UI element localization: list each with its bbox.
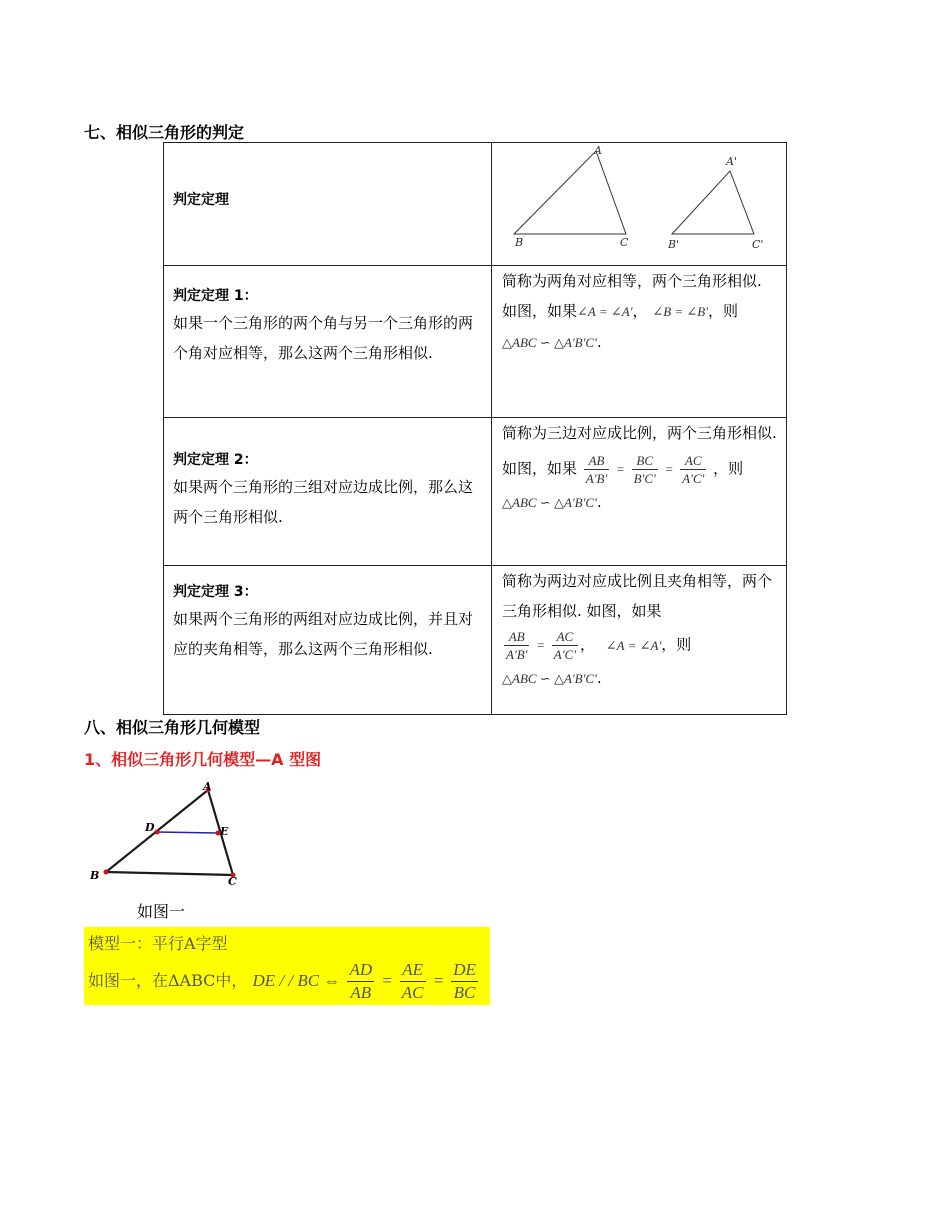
label-b: B — [90, 869, 100, 882]
fraction-ae-ac: $\frac{AE}{AC}$ — [401, 960, 424, 1002]
theorem-2-if: 如图，如果 — [502, 459, 578, 478]
theorem-1-sep: ， — [632, 302, 648, 320]
segment-de — [157, 832, 218, 833]
theorem-2-text: 如果两个三角形的三组对应边成比例，那么这两个三角形相似. — [173, 478, 474, 526]
equals-sign: = — [616, 461, 625, 477]
theorem-1-label: 判定定理 1： — [173, 288, 258, 304]
fraction-ad-ab: $\frac{AD}{AB}$ — [349, 960, 373, 1002]
point-b — [104, 870, 109, 875]
theorem-3-then: ，则 — [661, 635, 692, 654]
table-header-row — [164, 143, 787, 266]
side-bc — [106, 872, 233, 875]
figure-caption: 如图一 — [137, 902, 186, 921]
model-condition: DE / / BC ⇔ — [252, 971, 341, 990]
label-b: B — [515, 236, 524, 249]
label-a-prime: A' — [726, 155, 737, 168]
theorem-3-conclusion: △ABC ∽ △A'B'C' — [502, 671, 597, 686]
label-c: C — [620, 236, 629, 249]
label-d: D — [145, 821, 155, 834]
theorem-3-label: 判定定理 3： — [173, 584, 258, 600]
fraction-de-bc: $\frac{DE}{BC}$ — [453, 960, 476, 1002]
theorem-3-text: 如果两个三角形的两组对应边成比例，并且对应的夹角相等，那么这两个三角形相似. — [173, 610, 474, 658]
theorem-1-text: 如果一个三角形的两个角与另一个三角形的两个角对应相等，那么这两个三角形相似. — [173, 314, 474, 362]
fraction-ac: $\frac{AC}{A'C'}$ — [553, 629, 576, 662]
theorem-1-then: ，则 — [708, 302, 739, 320]
theorem-1-cond-1: ∠A = ∠A' — [577, 304, 633, 319]
theorem-1-conclusion: △ABC ∽ △A'B'C' — [502, 335, 597, 350]
theorem-2-end: . — [596, 493, 602, 511]
theorem-1-end: . — [596, 333, 602, 351]
criteria-table — [163, 142, 787, 715]
theorem-1-summary: 简称为两角对应相等，两个三角形相似. — [502, 272, 762, 290]
equals-sign: = — [664, 461, 674, 477]
theorem-2-conclusion: △ABC ∽ △A'B'C' — [502, 495, 597, 510]
label-b-prime: B' — [668, 238, 680, 251]
theorem-2-then: ，则 — [713, 459, 744, 478]
fraction-bc: $\frac{BC}{B'C'}$ — [633, 453, 656, 486]
equals-sign: = — [536, 637, 546, 653]
label-c-prime: C' — [752, 238, 764, 251]
model-title: 模型一：平行A字型 — [88, 934, 228, 953]
label-c: C — [228, 875, 237, 888]
theorem-3-comma: ， — [579, 635, 595, 654]
label-e: E — [220, 825, 229, 838]
section-8-title: 八、相似三角形几何模型 — [84, 718, 261, 737]
label-a: A — [203, 780, 212, 793]
fraction-ab: $\frac{AB}{A'B'}$ — [585, 453, 608, 486]
triangle-a1b1c1 — [672, 171, 754, 234]
model-formula — [88, 959, 480, 1004]
theorem-3-cond: ∠A = ∠A' — [605, 637, 662, 653]
equals-sign: = — [381, 971, 393, 990]
header-label: 判定定理 — [173, 192, 229, 208]
similar-triangles-figure — [492, 143, 786, 261]
fraction-ac: $\frac{AC}{A'C'}$ — [682, 453, 705, 486]
header-label-cell — [164, 143, 492, 266]
model-prefix: 如图一，在ΔABC中， — [88, 971, 248, 990]
model-highlight-box — [84, 927, 490, 1005]
theorem-2-label: 判定定理 2： — [173, 452, 258, 468]
theorem-row-1 — [164, 266, 787, 418]
point-d — [155, 830, 160, 835]
theorem-3-end: . — [596, 669, 602, 687]
section-8-subtitle: 1、相似三角形几何模型—A 型图 — [84, 750, 322, 769]
theorem-1-cond-2: ∠B = ∠B' — [652, 304, 709, 319]
theorem-3-summary: 简称为两边对应成比例且夹角相等，两个三角形相似. 如图，如果 — [502, 572, 773, 620]
theorem-row-2 — [164, 418, 787, 566]
section-7-title: 七、相似三角形的判定 — [84, 123, 245, 142]
header-figure-cell — [492, 143, 787, 266]
label-a: A — [594, 144, 602, 157]
theorem-row-3 — [164, 566, 787, 715]
fraction-ab: $\frac{AB}{A'B'}$ — [506, 629, 528, 662]
theorem-2-summary: 简称为三边对应成比例，两个三角形相似. — [502, 424, 777, 442]
a-type-figure — [88, 778, 253, 898]
equals-sign: = — [432, 971, 445, 990]
triangle-abc — [514, 151, 626, 234]
theorem-1-if: 如图，如果 — [502, 302, 578, 320]
